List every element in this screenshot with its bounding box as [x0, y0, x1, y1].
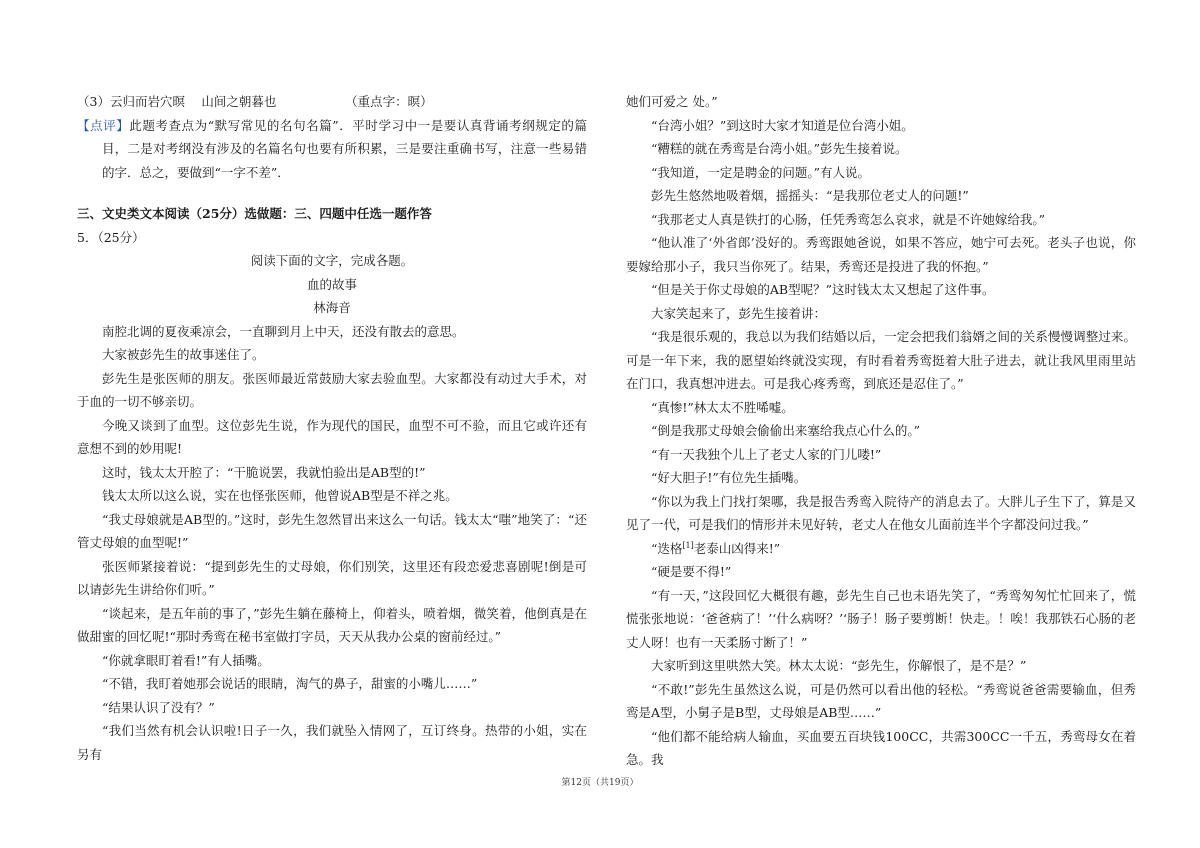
story-paragraph: 彭先生悠然地吸着烟，摇摇头：“是我那位老丈人的问题!” — [651, 188, 969, 203]
story-paragraph: “不敢!”彭先生虽然这么说，可是仍然可以看出他的轻松。“秀鸾说爸爸需要输血，但秀鸾是A型，小舅子是B型，丈母娘是AB型……” — [626, 681, 1136, 720]
dialect-phrase-tail: 老泰山凶得来!” — [693, 540, 781, 556]
comment-paragraph — [77, 114, 587, 185]
section-title: 三、文史类文本阅读（25分）选做题：三、四题中任选一题作答 — [77, 206, 432, 221]
comment-label: 【点评】 — [77, 117, 130, 133]
story-paragraph: 南腔北调的夏夜乘凉会，一直聊到月上中天，还没有散去的意思。 — [102, 323, 465, 339]
comment-text: 此题考查点为“默写常见的名句名篇”．平时学习中一是要认真背诵考纲规定的篇目，二是对考纲没有涉及的名篇名句也要有所积累，三是要注重确书写，注意一些易错的字．总之，要做到“一字不差”． — [102, 117, 587, 180]
story-paragraph: “有一天我独个儿上了老丈人家的门儿喽!” — [651, 446, 882, 462]
story-paragraph-with-footnote — [626, 537, 1136, 561]
story-author: 林海音 — [313, 300, 351, 315]
story-paragraph: “有一天，”这段回忆大概很有趣，彭先生自己也未语先笑了，“秀鸾匆匆忙忙回来了，慌慌张张地说：‘爸爸病了！’‘什么病呀？’‘肠子！肠子要剪断！快走。！唉！我那铁石心肠的老丈人呀！也有一天柔肠寸断了！” — [626, 587, 1136, 650]
story-paragraph: “硬是要不得!” — [651, 564, 732, 579]
story-paragraph: 钱太太所以这么说，实在也怪张医师，他曾说AB型是不祥之兆。 — [102, 488, 458, 503]
story-continuation: 她们可爱之 处。” — [626, 94, 718, 109]
page-number-footer: 第12页（共19页） — [561, 778, 639, 788]
story-paragraph: 彭先生是张医师的朋友。张医师最近常鼓励大家去验血型。大家都没有动过大手术，对于血的一切不够亲切。 — [77, 370, 587, 409]
left-column — [77, 90, 587, 766]
story-paragraph: “我是很乐观的，我总以为我们结婚以后，一定会把我们翁婿之间的关系慢慢调整过来。可是一年下来，我的愿望始终就没实现，有时看着秀鸾挺着大肚子进去，就让我风里雨里站在门口，我真想冲进去。可是我心疼秀鸾，到底还是忍住了。” — [626, 329, 1136, 391]
story-paragraph: “谈起来，是五年前的事了，”彭先生躺在藤椅上，仰着头，喷着烟，微笑着，他倒真是在做甜蜜的回忆呢!“那时秀鸾在秘书室做打字员，天天从我办公桌的窗前经过。” — [77, 605, 587, 644]
right-column — [626, 90, 1136, 772]
story-paragraph: “不错，我盯着她那会说话的眼睛，淘气的鼻子，甜蜜的小嘴儿……” — [102, 676, 478, 691]
question-number: 5．（25分） — [77, 229, 145, 245]
reading-instruction: 阅读下面的文字，完成各题。 — [250, 253, 414, 268]
story-paragraph: “糟糕的就在秀鸾是台湾小姐。”彭先生接着说。 — [651, 141, 908, 156]
story-paragraph: “我那老丈人真是铁打的心肠，任凭秀鸾怎么哀求，就是不许她嫁给我。” — [651, 211, 1046, 227]
story-paragraph: 张医师紧接着说：“提到彭先生的丈母娘，你们别笑，这里还有段恋爱悲喜剧呢!倒是可以请彭先生讲给你们听。” — [77, 558, 587, 597]
story-paragraph: “他们都不能给病人输血，买血要五百块钱100CC，共需300CC一千五，秀鸾母女在着急。我 — [626, 728, 1136, 767]
story-paragraph: 大家被彭先生的故事迷住了。 — [102, 347, 265, 362]
dialect-phrase: “迭格 — [651, 540, 683, 556]
q3-answer-line: （3）云归而岩穴暝 山间之朝暮也 （重点字：暝） — [77, 94, 433, 109]
story-paragraph: 大家笑起来了，彭先生接着讲： — [651, 305, 827, 321]
story-paragraph: “我知道，一定是聘金的问题。”有人说。 — [651, 164, 871, 180]
story-paragraph: “但是关于你丈母娘的AB型呢？”这时钱太太又想起了这件事。 — [651, 282, 995, 297]
story-paragraph: 这时，钱太太开腔了：“干脆说罢，我就怕验出是AB型的!” — [102, 464, 426, 480]
story-paragraph: “我丈母娘就是AB型的。”这时，彭先生忽然冒出来这么一句话。钱太太“嗤”地笑了：“还管丈母娘的血型呢!” — [77, 511, 587, 550]
story-paragraph: 今晚又谈到了血型。这位彭先生说，作为现代的国民，血型不可不验，而且它或许还有意想不到的妙用呢! — [77, 417, 587, 456]
story-paragraph: “你以为我上门找打架哪，我是报告秀鸾入院待产的消息去了。大胖儿子生下了，算是又见了一代，可是我们的情形并未见好转，老丈人在他女儿面前连半个字都没问过我。” — [626, 493, 1136, 532]
story-paragraph: “结果认识了没有？” — [102, 699, 215, 715]
story-paragraph: “你就拿眼盯着看!”有人插嘴。 — [102, 652, 270, 668]
story-paragraph: “倒是我那丈母娘会偷偷出来塞给我点心什么的。” — [651, 423, 921, 438]
story-paragraph: “台湾小姐？”到这时大家才知道是位台湾小姐。 — [651, 117, 914, 133]
story-paragraph: 大家听到这里哄然大笑。林太太说：“彭先生，你解恨了，是不是？” — [651, 658, 1027, 673]
story-paragraph: “我们当然有机会认识啦!日子一久，我们就坠入情网了，互订终身。热带的小姐，实在另有 — [77, 723, 587, 762]
story-title: 血的故事 — [306, 276, 357, 292]
footnote-marker[interactable]: [1] — [682, 540, 694, 550]
story-paragraph: “他认准了‘外省郎’没好的。秀鸾跟她爸说，如果不答应，她宁可去死。老头子也说，你要嫁给那小子，我只当你死了。结果，秀鸾还是投进了我的怀抱。” — [626, 235, 1136, 274]
story-paragraph: “真惨!”林太太不胜唏嘘。 — [651, 399, 794, 415]
story-paragraph: “好大胆子!”有位先生插嘴。 — [651, 470, 807, 485]
